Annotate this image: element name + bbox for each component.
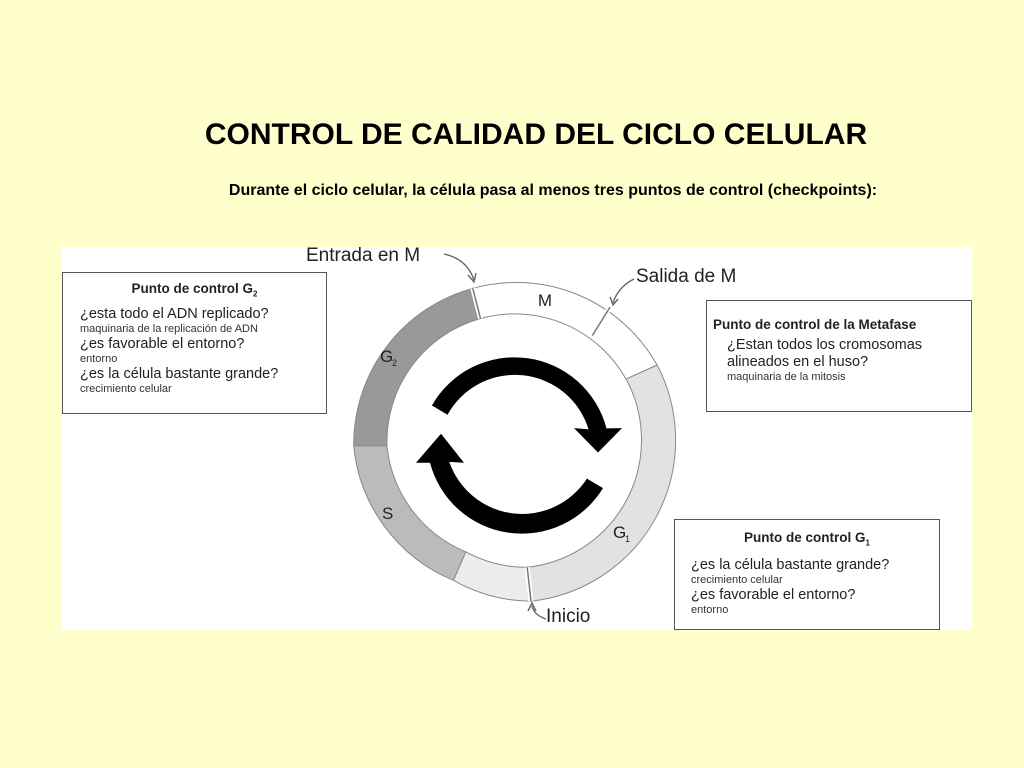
phase-g2-sub-label: 2: [392, 358, 398, 368]
phase-s-label: S: [382, 504, 394, 523]
checkpoint-g1-title: Punto de control $G_1$: [744, 530, 870, 548]
phase-m-label: M: [537, 291, 553, 310]
salida-label: Salida de M: [636, 266, 737, 287]
phase-g1-sub-label: 1: [625, 534, 631, 544]
checkpoint-metafase-question-1b: alineados en el huso?: [727, 354, 869, 370]
checkpoint-g1-note-2: entorno: [691, 603, 729, 616]
checkpoint-g2-note-2: entorno: [80, 352, 118, 365]
cycle-ring: [354, 282, 676, 601]
page-title: CONTROL DE CALIDAD DEL CICLO CELULAR: [204, 118, 868, 151]
checkpoint-g1-question-1: ¿es la célula bastante grande?: [691, 556, 890, 573]
phase-g1-label: G: [613, 523, 627, 542]
checkpoint-g2-question-2: ¿es favorable el entorno?: [80, 335, 245, 352]
checkpoint-g2-box: [62, 272, 327, 414]
checkpoint-g1-question-2: ¿es favorable el entorno?: [691, 586, 856, 603]
phase-g1-segment: [527, 365, 675, 601]
checkpoint-g2-title: Punto de control $G_2$: [131, 281, 258, 299]
checkpoint-metafase-question-1: ¿Estan todos los cromosomas: [727, 337, 923, 353]
phase-g2-segment: [354, 288, 481, 446]
phase-g1-tail-segment: [453, 552, 531, 601]
pointer-salida-icon: [613, 279, 634, 303]
checkpoint-g1-note-1: crecimiento celular: [691, 573, 783, 586]
checkpoint-metafase-box: [706, 300, 972, 412]
cell-cycle-panel: [62, 247, 972, 630]
checkpoint-g2-note-3: crecimiento celular: [80, 382, 172, 395]
phase-g2-label: G: [380, 347, 394, 366]
checkpoint-g2-note-1: maquinaria de la replicación de ADN: [80, 322, 258, 335]
entrada-label: Entrada en M: [306, 247, 421, 266]
checkpoint-g2-question-3: ¿es la célula bastante grande?: [80, 365, 279, 382]
checkpoint-metafase-note-1: maquinaria de la mitosis: [727, 371, 846, 383]
page-subtitle: Durante el ciclo celular, la célula pasa al menos tres puntos de control (checkpoints):: [228, 182, 878, 199]
checkpoint-g1-box: [674, 519, 940, 630]
cycle-arrows: [416, 357, 622, 533]
clockwise-arrow-top-icon: [432, 357, 622, 452]
inicio-label: Inicio: [546, 606, 591, 627]
checkpoint-metafase-title: Punto de control de la Metafase: [713, 317, 917, 332]
checkpoint-g2-question-1: ¿esta todo el ADN replicado?: [80, 305, 269, 322]
clockwise-arrow-bottom-icon: [416, 434, 603, 534]
